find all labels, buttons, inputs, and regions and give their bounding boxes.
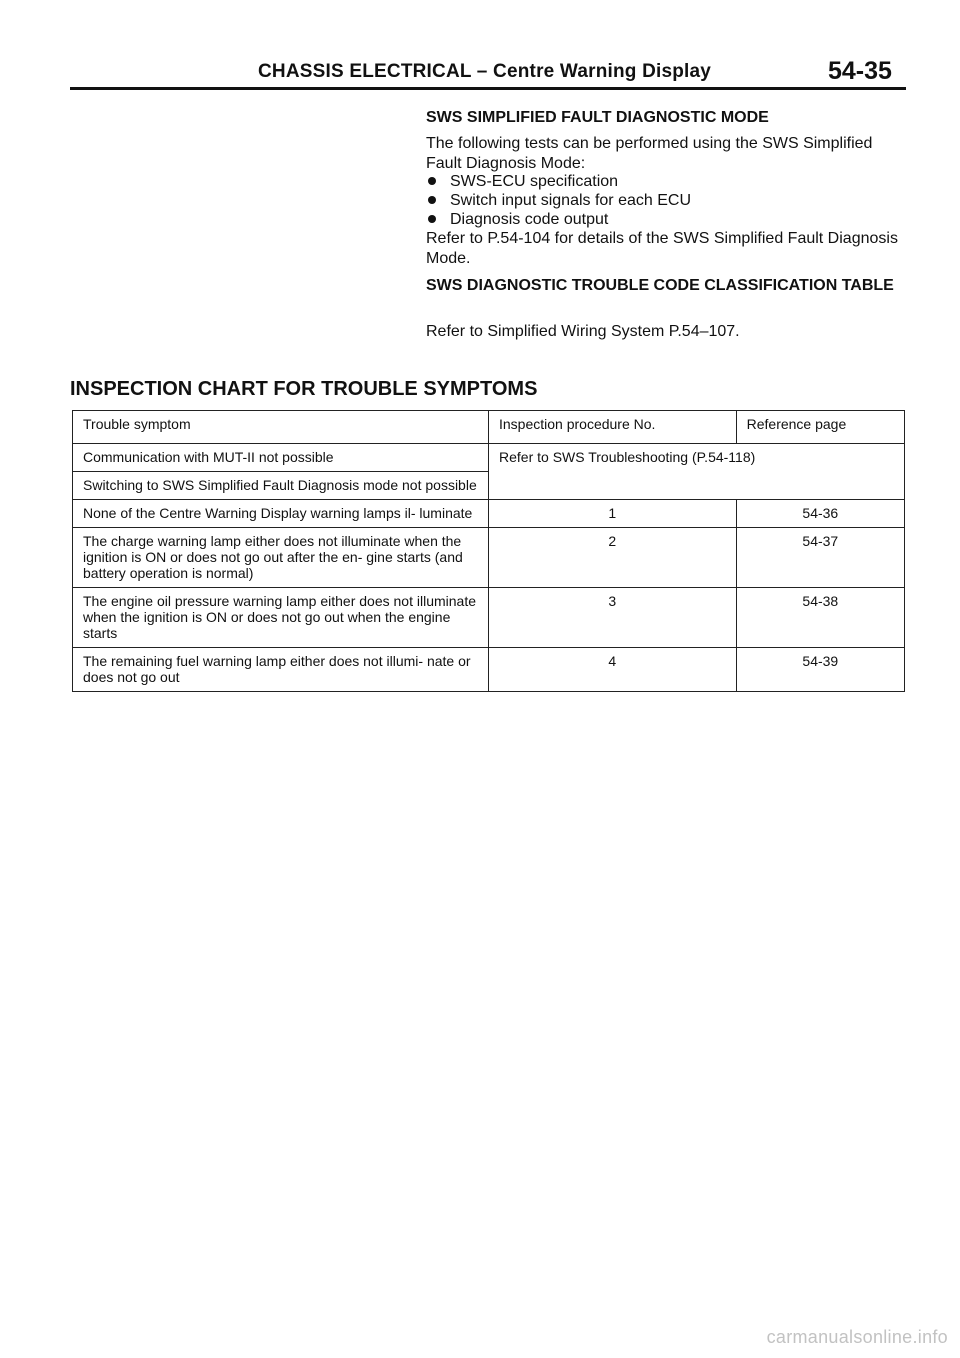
symptom-cell: None of the Centre Warning Display warning lamps il- luminate <box>73 500 489 528</box>
page-number: 54-35 <box>828 57 892 85</box>
sws-simplified-intro: The following tests can be performed using the SWS Simplified Fault Diagnosis Mode: <box>426 135 873 172</box>
symptom-cell: The engine oil pressure warning lamp either does not illuminate when the ignition is ON or does not go out when the engine starts <box>73 588 489 648</box>
table-header-row <box>73 411 905 444</box>
page-header-title: CHASSIS ELECTRICAL – Centre Warning Display <box>258 61 712 82</box>
reference-cell: 54-36 <box>736 500 904 528</box>
column-header-procedure: Inspection procedure No. <box>489 411 737 444</box>
dtc-table-reference: Refer to Simplified Wiring System P.54–107. <box>426 323 740 340</box>
table-row <box>73 500 905 528</box>
footer-watermark: carmanualsonline.info <box>766 1327 948 1347</box>
merged-reference-cell: Refer to SWS Troubleshooting (P.54-118) <box>489 444 905 500</box>
dtc-table-heading: SWS DIAGNOSTIC TROUBLE CODE CLASSIFICATION TABLE <box>426 277 894 294</box>
reference-cell: 54-39 <box>736 648 904 692</box>
symptom-cell: The remaining fuel warning lamp either does not illumi- nate or does not go out <box>73 648 489 692</box>
bullet-dot-icon <box>428 196 436 204</box>
sws-simplified-reference: Refer to P.54-104 for details of the SWS Simplified Fault Diagnosis Mode. <box>426 230 898 267</box>
bullet-item: Switch input signals for each ECU <box>426 191 691 211</box>
inspection-chart-heading: INSPECTION CHART FOR TROUBLE SYMPTOMS <box>70 378 538 400</box>
column-header-reference: Reference page <box>736 411 904 444</box>
symptom-cell: The charge warning lamp either does not illuminate when the ignition is ON or does not go out after the en- gine starts (and battery operation is normal) <box>73 528 489 588</box>
bullet-dot-icon <box>428 177 436 185</box>
bullet-item: Diagnosis code output <box>426 210 608 230</box>
inspection-chart-table <box>72 410 905 692</box>
table-row <box>73 648 905 692</box>
table-row <box>73 528 905 588</box>
procedure-cell: 3 <box>489 588 737 648</box>
procedure-cell: 4 <box>489 648 737 692</box>
header-rule <box>70 87 906 90</box>
column-header-symptom: Trouble symptom <box>73 411 489 444</box>
procedure-cell: 2 <box>489 528 737 588</box>
bullet-item: SWS-ECU specification <box>426 172 618 192</box>
reference-cell: 54-37 <box>736 528 904 588</box>
table-row <box>73 444 905 472</box>
sws-simplified-heading: SWS SIMPLIFIED FAULT DIAGNOSTIC MODE <box>426 109 769 126</box>
symptom-cell: Switching to SWS Simplified Fault Diagnosis mode not possible <box>73 472 489 500</box>
bullet-dot-icon <box>428 215 436 223</box>
symptom-cell: Communication with MUT-II not possible <box>73 444 489 472</box>
table-row <box>73 588 905 648</box>
reference-cell: 54-38 <box>736 588 904 648</box>
procedure-cell: 1 <box>489 500 737 528</box>
